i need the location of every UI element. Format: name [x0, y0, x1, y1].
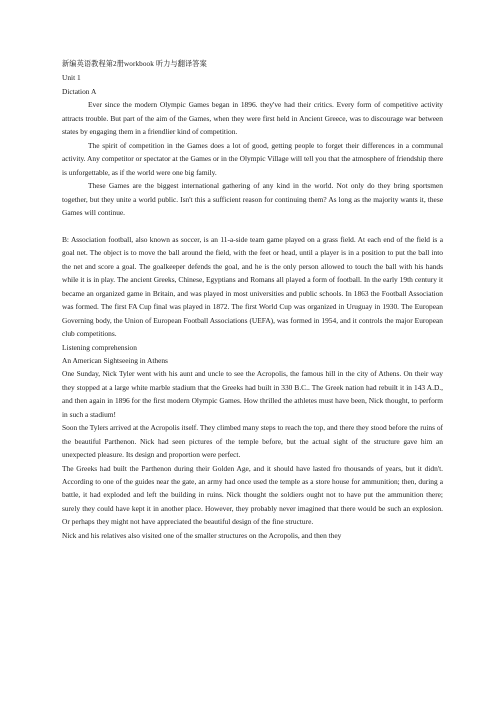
story-title: An American Sightseeing in Athens	[62, 355, 168, 365]
listening-heading: Listening comprehension	[62, 342, 137, 352]
spacer	[62, 219, 443, 232]
story-paragraph-3: The Greeks had built the Parthenon during their Golden Age, and it should have lasted fro thousands of years, but it didn't. According to one of the guides near the gate, an army had once used the temple as a store house for ammunition; then, during a battle, it had exploded and left the building in ruins. Nick thought the soldiers ought not to have put the ammunition there; surely they could have kept it in another place. However, they probably never imagined that there would be such an explosion. Or perhaps they might not have appreciated the beautiful design of the fine structure.	[62, 463, 443, 527]
section-label-dictation-a: Dictation A	[62, 86, 97, 96]
dictation-a-paragraph-2: The spirit of competition in the Games does a lot of good, getting people to forget their differences in a communal activity. Any competitor or spectator at the Games or in the Olympic Village will tell you that the atmosphere of friendship there is unforgettable, as if the world were one big family.	[62, 140, 443, 177]
story-paragraph-1: One Sunday, Nick Tyler went with his aunt and uncle to see the Acropolis, the famous hill in the city of Athens. On their way they stopped at a large white marble stadium that the Greeks had built in 330 B.C.. The Greek nation had rebuilt it in 143 A.D., and then again in 1896 for the first modern Olympic Games. How thrilled the athletes must have been, Nick thought, to perform in such a stadium!	[62, 369, 443, 419]
document-title: 新编英语教程第2册workbook 听力与翻译答案	[62, 60, 207, 68]
unit-label: Unit 1	[62, 73, 81, 83]
dictation-b-paragraph: B: Association football, also known as soccer, is an 11-a-side team game played on a grass field. At each end of the field is a goal net. The object is to move the ball around the field, with the feet or head, until a player is in a position to put the ball into the net and score a goal. The goalkeeper defends the goal, and he is the only person allowed to touch the ball with his hands while it is in play. The ancient Greeks, Chinese, Egyptians and Romans all played a form of football. In the early 19th century it became an organized game in Britain, and was played in most universities and public schools. In 1863 the Football Association was formed. The first FA Cup final was played in 1872. The first World Cup was organized in Uruguay in 1930. The European Governing body, the Union of European Football Associations (UEFA), was formed in 1954, and it controls the major European club competitions.	[62, 234, 443, 339]
dictation-a-paragraph-3: These Games are the biggest international gathering of any kind in the world. Not only do they bring sportsmen together, but they unite a world public. Isn't this a sufficient reason for continuing them? As long as the majority wants it, these Games will continue.	[62, 181, 443, 217]
story-paragraph-4: Nick and his relatives also visited one of the smaller structures on the Acropolis, and then they	[62, 530, 342, 540]
dictation-a-paragraph-1: Ever since the modern Olympic Games began in 1896. they've had their critics. Every form of competitive activity attracts trouble. But part of the aim of the Games, when they were first held in Ancient Greece, was to discourage war between states by engaging them in a friendlier kind of competition.	[62, 100, 443, 137]
story-paragraph-2: Soon the Tylers arrived at the Acropolis itself. They climbed many steps to reach the top, and there they stood before the ruins of the beautiful Parthenon. Nick had seen pictures of the temple before, but the actual sight of the structure gave him an unexpected pleasure. Its design and proportion were perfect.	[62, 423, 443, 460]
document-page	[62, 58, 443, 542]
